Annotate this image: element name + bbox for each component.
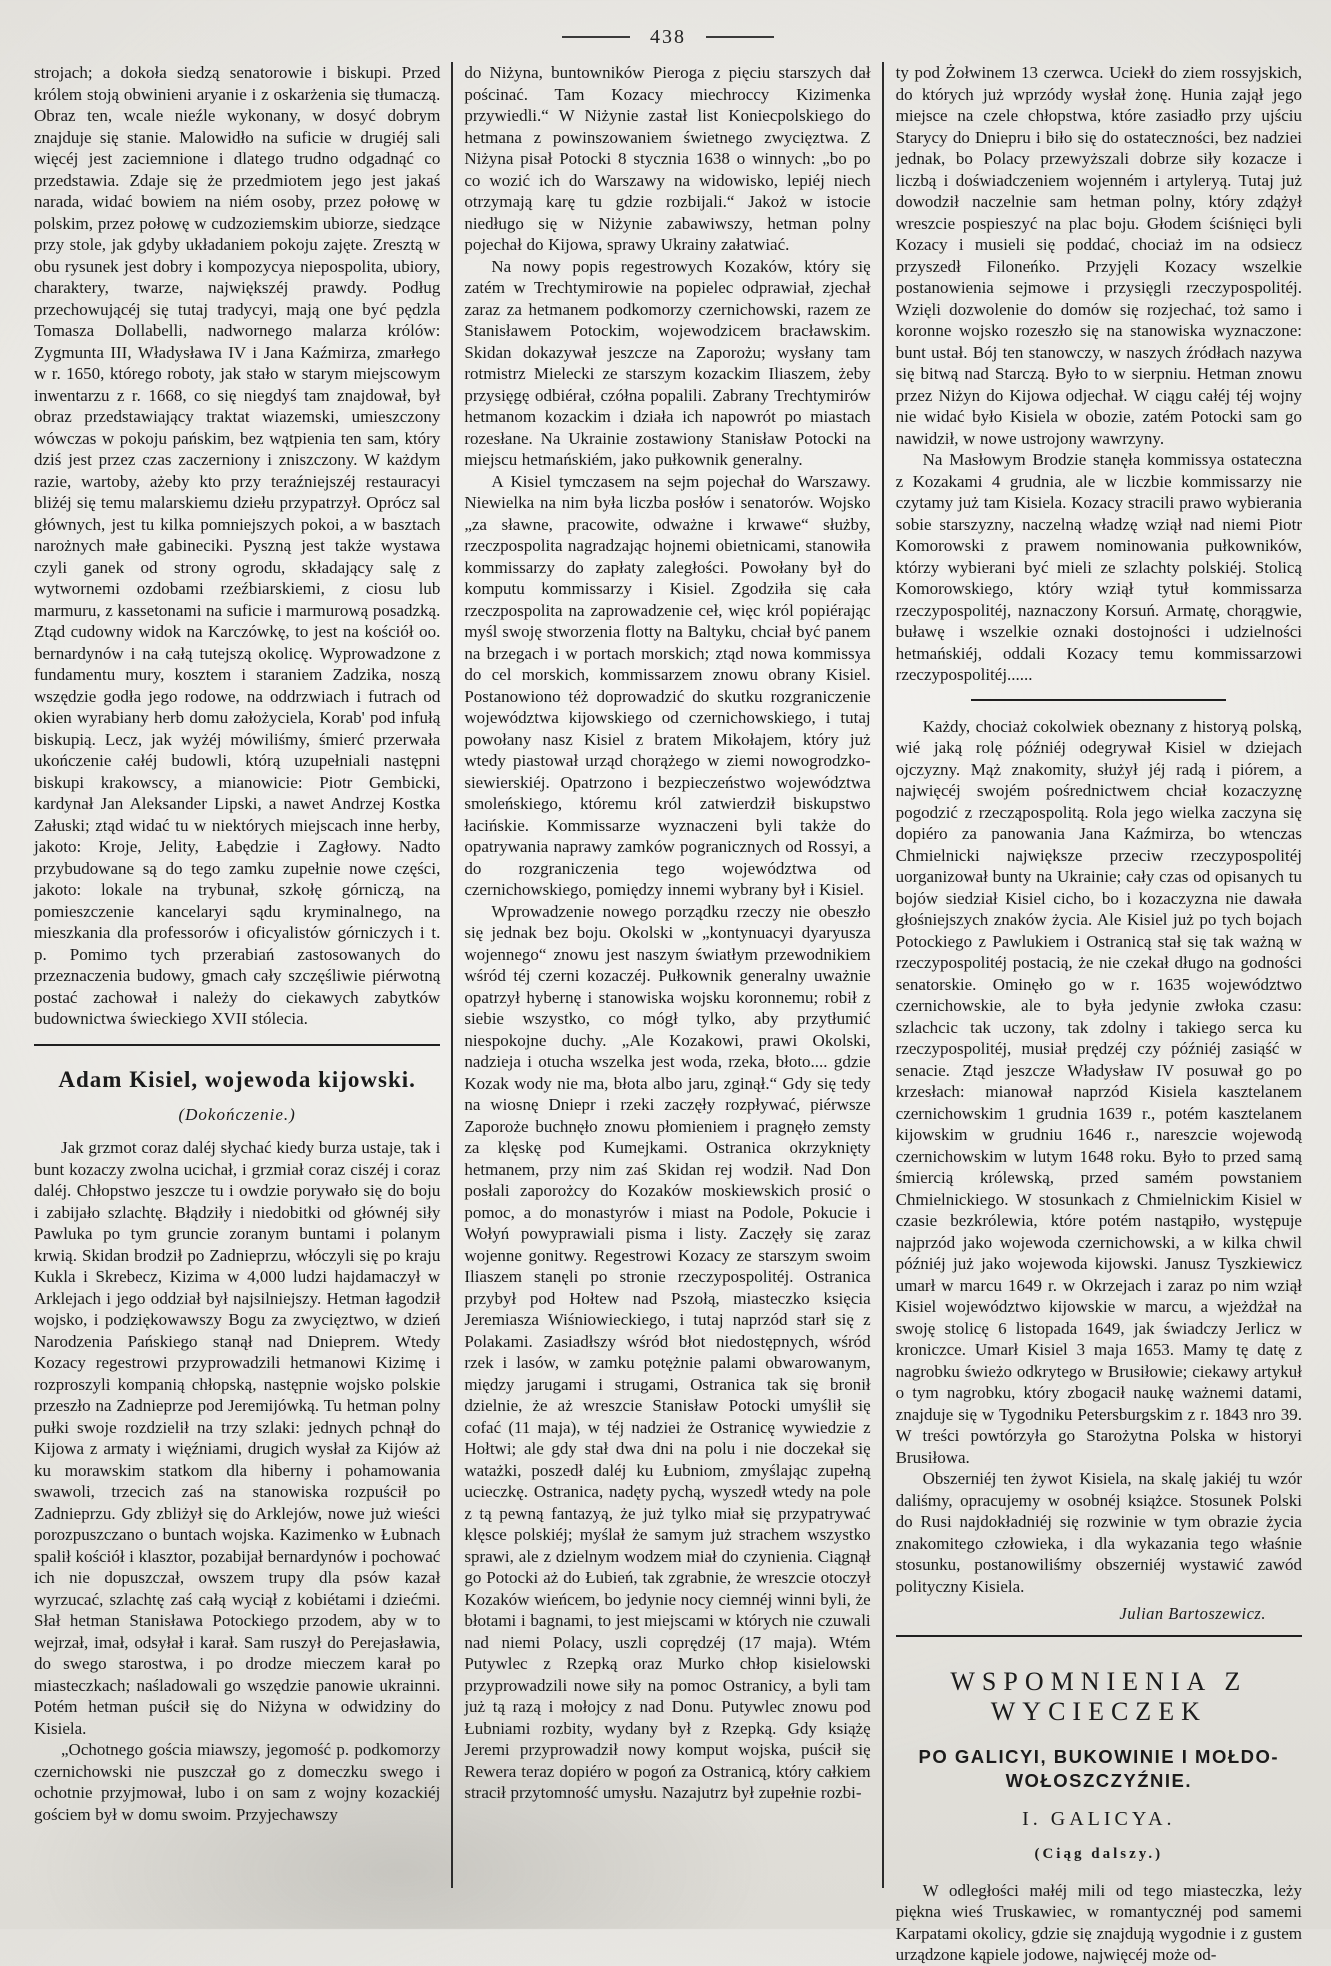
kisiel-paragraph-2: „Ochotnego gościa miawszy, jegomość p. podkomorzy czernichowski nie puszczał go z domeczku swego i ochotnie przyjmował, lubo i on sam z wojny kozackiéj gościem był w domu swoim. Przyjechawszy: [34, 1740, 441, 1824]
column-middle: [451, 62, 881, 1888]
kisiel-paragraph-sejm: A Kisiel tymczasem na sejm pojechał do Warszawy. Niewielka na nim była liczba posłów i senatorów. Wojsko „za sławne, pracowite, odważne i krwawe“ służby, rzeczpospolita nagradzając hojnemi obietnicami, stanowiła kommissarzy do zapłaty zaległości. Powołany był do komputu kommissarzy i Kisiel. Zgodziła się cała rzeczpospolita na zaprowadzenie ceł, więc król popiérając myśl swoję stworzenia flotty na Baltyku, chciał być panem na brzegach i w portach morskich; ztąd nowa kommissya do cel morskich, kommissarzem znowu obrany Kisiel. Postanowiono téż doprowadzić do skutku rozgraniczenie województwa kijowskiego od czernichowskiego, i tutaj powołany nasz Kisiel z bratem Mikołajem, który już wtedy piastował urząd chorążego w ziemi nowogrodzko-siewierskiéj. Opatrzono i bezpieczeństwo województwa smoleńskiego, któremu król zatwierdził biskupstwo łacińskie. Kommissarze wyznaczeni byli także do opatrywania naprawy zamków pogranicznych od Rossyi, a do rozgraniczenia tego województwa od czernichowskiego, pomiędzy innemi wybrany był i Kisiel.: [464, 471, 871, 899]
kisiel-paragraph-obszerniej: Obszerniéj ten żywot Kisiela, na skalę jakiéj tu wzór daliśmy, opracujemy w osobnéj książce. Stosunek Polski do Rusi najdokładniéj się rozwinie w tym obrazie życia znakomitego człowieka, i dla wykazania tego właśnie stosunku, postanowiliśmy obszerniéj wystawić zawód polityczny Kisiela.: [895, 1469, 1302, 1596]
continuation-note: (Ciąg dalszy.): [1034, 1846, 1164, 1862]
series-title-wspomnienia: WSPOMNIENIA Z WYCIECZEK: [950, 1666, 1248, 1726]
kisiel-paragraph-wprowadzenie: Wprowadzenie nowego porządku rzeczy nie obeszło się jednak bez boju. Okolski w „kontynuacyi dyaryusza wojennego“ znowu jest naszym światłym przewodnikiem wśród téj czerni kozaczéj. Pułkownik generalny uważnie opatrzył hybernę i stanowiska wojsku koronnemu; robił z siebie wszystko, co mógł tylko, aby przytłumić niespokojne duchy. „Ale Kozakowi, prawi Okolski, nadzieja i otucha wszelka jest woda, rzeka, błoto.... gdzie Kozak wody nie ma, błota albo jaru, zginął.“ Gdy się tedy na wiosnę Dniepr i rzeki zaczęły rozpływać, piérwsze Zaporoże buchnęło znowu płomieniem i pragnęło zemsty za klęskę pod Kumejkami. Ostranica okrzyknięty hetmanem, przy nim zaś Skidan rej wodził. Nad Don posłali zaporożcy do Kozaków moskiewskich prosić o pomoc, a do monastyrów i miast na Podole, Pokucie i Wołyń powyprawiali pisma i listy. Zaczęły się zaraz wojenne gonitwy. Regestrowi Kozacy ze starszym swoim Iliaszem stanęli po stronie rzeczypospolitéj. Ostranica przybył pod Hołtew nad Pszołą, miasteczko księcia Jeremiasza Wiśniowieckiego, i tutaj naprzód starł się z Polakami. Zasiadłszy wśród błot niedostępnych, wśród rzek i lasów, w zamku potężnie palami obwarowanym, między jarugami i strugami, Ostranica tak się bronił dzielnie, że aż wreszcie Stanisław Potocki umyślił się cofać (11 maja), w téj nadziei że Ostranicę wywiedzie z Hołtwi; ale gdy stał dwa dni na polu i nie doczekał się watażki, poszedł daléj ku Łubniom, zmyślając zupełną ucieczkę. Ostranica, nadęty pychą, wyszedł wtedy na pole z tą pewną fantazyą, że już tylko miał się przypatrywać klęsce polskiéj; myślał że samym już strachem wszystko sprawi, ale z dzielnym wodzem miał do czynienia. Ciągnął go Potocki aż do Łubień, tak zgrabnie, że wreszcie otoczył Kozaków wieńcem, bo jedynie nocy ciemnéj winni byli, że błotami i bagnami, to jest miejscami w których nie czuwali nad niemi Polacy, uszli coprędzéj (17 maja). Wtém Putywlec z Rzepką oraz Murko chłop kisielowski przyprowadzili nowe siły na pomoc Ostranicy, a byli tam już tą razą i mołojcy z nad Donu. Putywlec znowu pod Łubniami rozbity, wydany był z Rzepką. Gdy książę Jeremi przyprowadził nowy komput wojska, puścił się Rewera teraz dopiéro w pogoń za Ostranicą, który całkiem stracił przytomność umysłu. Nazajutrz był zupełnie rozbi-: [464, 901, 871, 1802]
galicia-paragraph-1: W odległości małéj mili od tego miasteczka, leży piękna wieś Truskawiec, w romantycznéj pod samemi Karpatami okolicy, gdzie się znajdują wygodnie i z gustem urządzone kąpiele jodowe, najwięcéj może od-: [895, 1880, 1302, 1964]
page-number: 438: [650, 25, 686, 48]
section-divider-short-rule: [971, 699, 1226, 701]
column-right: [882, 62, 1302, 1964]
article-divider-rule: [34, 1044, 440, 1046]
column-left: [34, 62, 451, 1888]
kisiel-continuation-paragraph: do Niżyna, buntowników Pieroga z pięciu starszych dał pościnać. Tam Kozacy miechroccy Kizimenka przywiedli.“ W Niżynie zastał list Koniecpolskiego do hetmana z powinszowaniem świetnego zwycięztwa. Z Niżyna pisał Potocki 8 stycznia 1638 o winnych: „bo po co wozić ich do Warszawy na widowisko, lepiéj niech otrzymają karę tu gdzie rozbijali.“ Jakoż w istocie niedługo się w Niżynie zabawiwszy, hetman polny pojechał do Kijowa, sprawy Ukrainy załatwiać.: [464, 63, 871, 254]
page-number-right-dash: [706, 36, 774, 38]
chapter-heading-galicya: I. GALICYA.: [1022, 1807, 1176, 1830]
kisiel-paragraph-popis: Na nowy popis regestrowych Kozaków, który się zatém w Trechtymirowie na popielec odprawiał, zjechał zaraz za hetmanem podkomorzy czernichowski, razem ze Stanisławem Potockim, wojewodzicem bracławskim. Skidan dokazywał jeszcze na Zaporożu; wysłany tam rotmistrz Mielecki ze starszym kozackim Iliaszem, żeby przysięgę odbiérał, czółna popalili. Zabrany Trechtymirów hetmanom kozackim i działa ich napowrót po miastach rozesłane. Na Ukrainie zostawiony Stanisław Potocki na miejscu hetmańskiém, jako pułkownik generalny.: [464, 256, 871, 469]
kisiel-continuation-paragraph-2: ty pod Żołwinem 13 czerwca. Uciekł do ziem rossyjskich, do których już wprzódy wysłał żonę. Hunia zajął jego miejsce na czele chłopstwa, które zasiadło przy ujściu Starycy do Dniepru i biło się do ostateczności, bez nadziei jednak, bo Polacy przewyższali dobrze siły kozacze i liczbą i doświadczeniem wojenném i artyleryą. Tutaj już dowodził naczelnie sam hetman polny, który zdążył wreszcie pospieszyć na plac boju. Głodem ściśnięci byli Kozacy i musieli się poddać, chociaż im na odsiecz przyszedł Filoneńko. Przyjęli Kozacy wszelkie postanowienia sejmowe i przysięgli rzeczypospolitéj. Wzięli dozwolenie do domów się rozjechać, toż samo i koronne wojsko rozeszło się na stanowiska wyznaczone: bunt ustał. Bój ten stanowczy, w naszych źródłach nazywa się bitwą nad Starczą. Było to w sierpniu. Hetman znowu przez Niżyn do Kijowa odjechał. W ciągu całéj téj wojny nie widać było Kisiela w obozie, zatém Potocki sam go nawidził, w nowe ustrojony wawrzyny.: [895, 63, 1302, 448]
series-subtitle-galicyi: PO GALICYI, BUKOWINIE I MOŁDO-WOŁOSZCZYŹNIE.: [918, 1745, 1280, 1791]
kisiel-paragraph-kazdy: Każdy, chociaż cokolwiek obeznany z historyą polską, wié jaką rolę późniéj odegrywał Kisiel w dziejach ojczyzny. Mąż znakomity, służył jéj radą i piórem, a najwięcéj swojém pośrednictwem chciał kozaczyznę pogodzić z rzecząpospolitą. Rola jego wielka zaczyna się dopiéro za panowania Jana Kaźmirza, bo wtenczas Chmielnicki największe przeciw rzeczypospolitéj uorganizował bunty na Ukrainie; cały czas od opisanych tu bojów siedział Kisiel cicho, bo i kozaczyzna nie dawała głośniejszych znaków życia. Ale Kisiel już po tych bojach Potockiego z Pawlukiem i Ostranicą stał się tak ważną w rzeczypospolitéj postacią, że nie czekał długo na godności senatorskie. Ominęło go w r. 1635 województwo czernichowskie, ale to była jedynie zwłoka czasu: szlachcic tak uczony, tak zdolny i takiego serca ku rzeczypospolitéj, musiał prędzéj czy późniéj zasiąść w senacie. Ztąd jeszcze Władysław IV posuwał go po krzesłach: mianował naprzód Kisiela kasztelanem czernichowskim 1 grudnia 1639 r., potém kasztelanem kijowskim w grudniu 1646 r., nareszcie wojewodą czernichowskim w lutym 1648 roku. Było to przed samą śmiercią królewską, przed samém powstaniem Chmielnickiego. W stosunkach z Chmielnickim Kisiel w czasie bezkrólewia, które potém nastąpiło, występuje najprzód jako wojewoda czernichowski, a w kilka chwil późniéj już jako wojewoda kijowski. Janusz Tyszkiewicz umarł w marcu 1649 r. w Okrzejach i zaraz po nim wziął Kisiel województwo kijowskie w marcu, a wjeżdżał na swoję stolicę 6 listopada 1649, jak świadczy Jerlicz w kroniczce. Umarł Kisiel 3 maja 1653. Mamy tę datę z nagrobku świeżo odkrytego w Brusiłowie; ciekawy artykuł o tym nagrobku, który zbogacił naukę ważnemi datami, znajduje się w Tygodniku Petersburgskim z r. 1843 nro 39. W treści powtórzyła go Starożytna Polska w historyi Brusiłowa.: [895, 716, 1302, 1467]
article-subtitle-dokonczenie: (Dokończenie.): [178, 1104, 296, 1124]
kisiel-paragraph-1: Jak grzmot coraz daléj słychać kiedy burza ustaje, tak i bunt kozaczy zwolna ucichał, i grzmiał coraz ciszéj i coraz daléj. Chłopstwo jeszcze tu i owdzie porywało się do boju i zabijało szlachtę. Błądziły i niedobitki od głównéj siły Pawluka po tym gruncie zoranym buntami i polanym krwią. Skidan brodził po Zadnieprzu, włóczyli się po kraju Kukla i Skrebecz, Kizima w 4,000 ludzi hajdamaczył w Arklejach i jego oddział był najsilniejszy. Hetman łagodził wojsko, i podziękowawszy Bogu za zwycięztwo, w dzień Narodzenia Pańskiego stanął nad Dnieprem. Wtedy Kozacy regestrowi przyprowadzili hetmanowi Kizimę i rozproszyli kompanią chłopską, następnie wojsko polskie przeszło na Zadnieprze pod Jeremijówką. Tu hetman polny pułki swoje rozdzielił na trzy szlaki: jednych pchnął do Kijowa z armaty i więźniami, drugich wysłał za Kijów aż ku morawskim statkom dla hiberny i pohamowania swawoli, trzecich zaś na stanowiska rozpuścił po Zadnieprzu. Gdy zbliżył się do Arklejów, nowe już wieści porozpuszczano o buntach wojska. Kazimenko w Łubnach spalił kościół i klasztor, pozabijał bernardynów i pochować ich nie dopuszczał, owszem trupy dla psów kazał wyrzucać, szlachtę zaś całą wyciął z kobiétami i dziećmi. Słał hetman Stanisława Potockiego przodem, aby w to wejrzał, imał, odsyłał i karał. Sam ruszył do Perejasławia, do swego starostwa, i po drodze mieczem karał po miasteczkach; naśladowali go wszędzie panowie ukrainni. Potém hetman puścił się do Niżyna w odwidziny do Kisiela.: [34, 1138, 441, 1738]
article-end-rule: [896, 1635, 1302, 1637]
author-signature: Julian Bartoszewicz.: [1119, 1604, 1266, 1623]
kisiel-paragraph-maslowy: Na Masłowym Brodzie stanęła kommissya ostateczna z Kozakami 4 grudnia, ale w liczbie kommissarzy nie czytamy już tam Kisiela. Kozacy stracili prawo wybierania sobie starszyzny, naczelną władzę wziął nad niemi Piotr Komorowski z prawem nominowania pułkowników, którzy wybierani być mieli ze szlachty polskiéj. Stolicą Komorowskiego, który wziął tytuł kommissarza rzeczypospolitéj, naznaczony Korsuń. Armatę, chorągwie, buławę i wszelkie oznaki dostojności i udzielności hetmańskiéj, oddali Kozacy temu kommissarzowi rzeczypospolitéj......: [895, 450, 1302, 684]
article-title-kisiel: Adam Kisiel, wojewoda kijowski.: [58, 1066, 416, 1092]
page-number-left-dash: [562, 36, 630, 38]
castle-article-continuation-paragraph: strojach; a dokoła siedzą senatorowie i biskupi. Przed królem stoją obwinieni aryanie i z oskarżenia się tłumaczą. Obraz ten, wcale nieźle wykonany, w dosyć dobrym znajduje się stanie. Malowidło na suficie w drugiéj sali więcéj jest zaciemnione i dlatego trudno odgadnąć co przedstawia. Zdaje się że przedmiotem jego jest jakaś narada, widać bowiem na niém osoby, przez połowę w polskim, przez połowę w cudzoziemskim ubiorze, siedzące przy stole, jak gdyby układaniem pokoju zajęte. Zresztą w obu rysunek jest dobry i kompozycya niepospolita, ubiory, charaktery, twarze, największéj prawdy. Podług przechowującéj się tutaj tradycyi, mają one być pędzla Tomasza Dollabelli, nadwornego malarza królów: Zygmunta III, Władysława IV i Jana Kaźmirza, zmarłego w r. 1650, którego roboty, jak stało w starym miejscowym inwentarzu z r. 1668, co się niegdyś tam znajdował, był obraz przedstawiający traktat wiazemski, umieszczony wówczas w pokoju pańskim, bez wątpienia ten sam, który dziś jest przez czas zaczerniony i zniszczony. W każdym razie, wartoby, ażeby kto przy teraźniejszéj restauracyi bliżéj się temu malarskiemu dziełu przypatrzył. Oprócz sal głównych, jest tu kilka pomniejszych pokoi, a w basztach narożnych małe gabineciki. Pyszną jest także wystawa czyli ganek od strony ogrodu, składający salę z wytwornemi ozdobami rzeźbiarskiemi, z ciosu lub marmuru, z kassetonami na suficie i marmurową posadzką. Ztąd cudowny widok na Karczówkę, to jest na kościół oo. bernardynów i na całą tutejszą okolicę. Wyprowadzone z fundamentu mury, kosztem i staraniem Zadzika, noszą wszędzie godła jego rodowe, na oddrzwiach i futrach od okien wyrabiany herb domu założyciela, Korab' pod infułą biskupią. Lecz, jak wyżéj mówiliśmy, śmierć przerwała ukończenie całéj budowli, którą uzupełniali następni biskupi krakowscy, a mianowicie: Piotr Gembicki, kardynał Jan Aleksander Lipski, a nawet Andrzej Kostka Załuski; ztąd widać tu w niektórych miejscach inne herby, jakoto: Kroje, Jelity, Łabędzie i Zagłowy. Nadto przybudowane są do tego zamku zupełnie nowe części, jakoto: lokale na trybunał, szkołę górniczą, na pomieszczenie kancelaryi sądu kryminalnego, na mieszkania dla professorów i oficyalistów górniczych i t. p. Pomimo tych przerabiań zastosowanych do przeznaczenia budowy, gmach cały szczęśliwie piérwotną postać zachował i należy do ciekawych zabytków budownictwa świeckiego XVII stólecia.: [34, 63, 441, 1028]
page-header: [34, 20, 1302, 54]
three-column-text-area: [34, 62, 1302, 1964]
